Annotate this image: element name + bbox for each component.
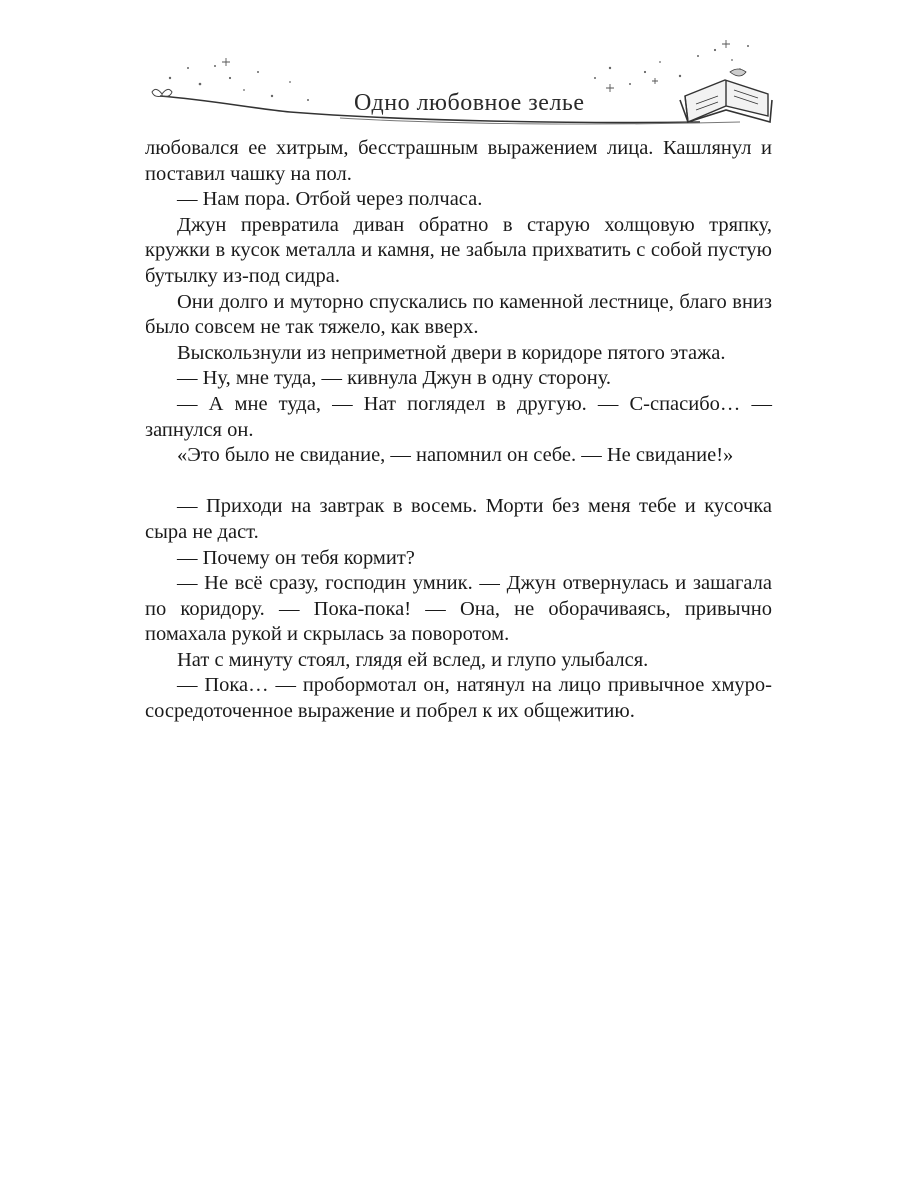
open-book-icon — [680, 69, 772, 122]
paragraph: — Пока… — пробормотал он, натянул на лицо привычное хмуро-сосредоточенное выражение и побрел к их общежитию. — [145, 674, 772, 723]
butterfly-icon — [152, 89, 172, 96]
sparkle-stars — [222, 40, 744, 92]
header-ornament — [140, 38, 780, 138]
paragraph: — Нам пора. Отбой через полчаса. — [177, 188, 483, 211]
paragraph: «Это было не свидание, — напомнил он себе. — Не свидание!» — [177, 444, 734, 467]
page-body-text — [145, 136, 772, 725]
paragraph: — Ну, мне туда, — кивнула Джун в одну сторону. — [177, 367, 612, 390]
paragraph: — Приходи на завтрак в восемь. Морти без меня тебе и кусочка сыра не даст. — [145, 495, 772, 543]
paragraph: Они долго и муторно спускались по каменной лестнице, благо вниз было совсем не так тяжело, как вверх. — [145, 290, 772, 339]
paragraph: Нат с минуту стоял, глядя ей вслед, и глупо улыбался. — [177, 648, 649, 671]
running-title: Одно любовное зелье — [354, 90, 585, 116]
paragraph: — Почему он тебя кормит? — [177, 546, 415, 569]
section-break — [145, 469, 772, 495]
running-header — [140, 38, 780, 138]
paragraph: Джун превратила диван обратно в старую холщовую тряпку, кружки в кусок металла и камня, не забыла прихватить с собой пустую бутылку из-под сидра. — [145, 213, 772, 287]
paragraph: Выскользнули из неприметной двери в коридоре пятого этажа. — [177, 341, 726, 364]
paragraph: — А мне туда, — Нат поглядел в другую. — С-спасибо… — запнулся он. — [145, 392, 772, 441]
paragraph: — Не всё сразу, господин умник. — Джун отвернулась и зашагала по коридору. — Пока-пока! — Она, не оборачиваясь, привычно помахала рукой и скрылась за поворотом. — [145, 572, 772, 646]
paragraph: любовался ее хитрым, бесстрашным выражением лица. Кашлянул и поставил чашку на пол. — [145, 137, 772, 185]
